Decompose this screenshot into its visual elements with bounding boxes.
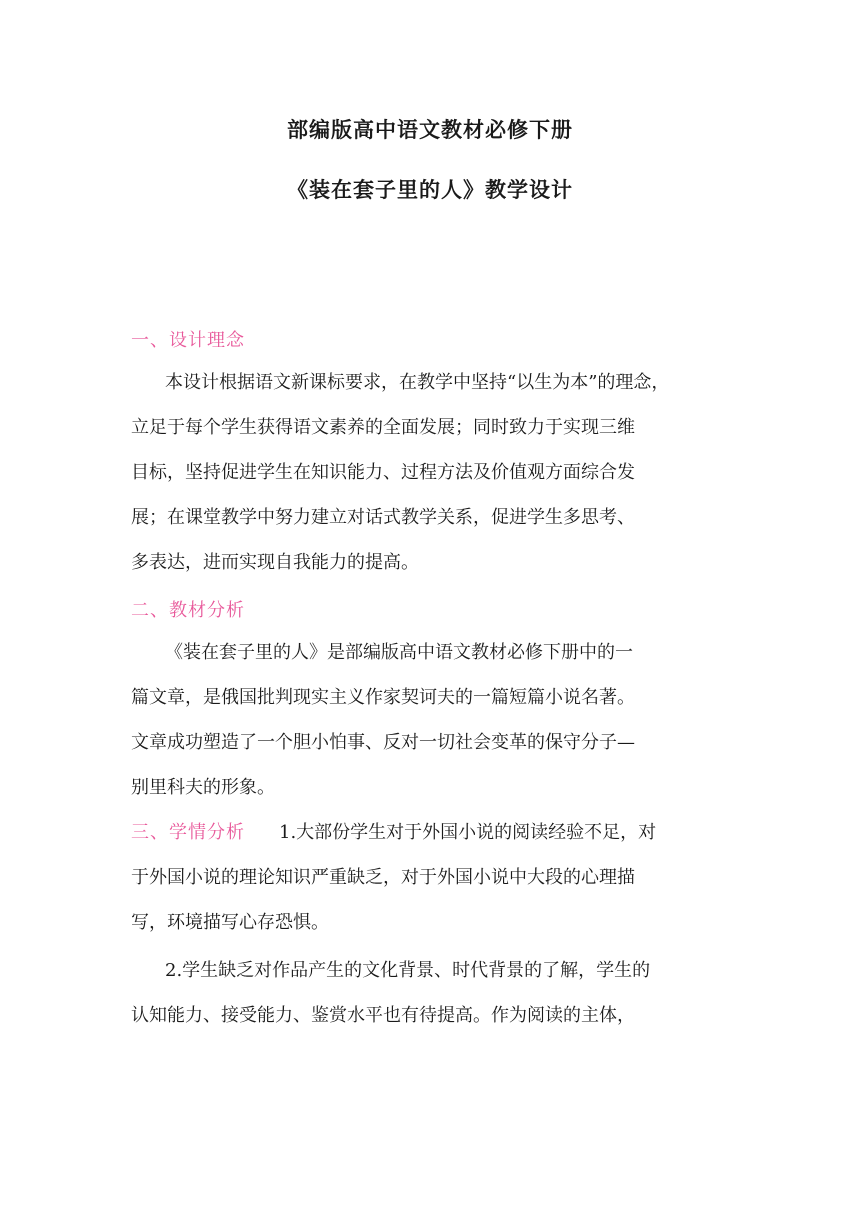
section-body-design-concept — [131, 360, 731, 585]
document-title: 部编版高中语文教材必修下册 — [287, 118, 573, 142]
text-line-content: 1.大部份学生对于外国小说的阅读经验不足，对 — [279, 822, 657, 843]
text-line: 写，环境描写心存恐惧。 — [131, 912, 329, 933]
section-body-material-analysis — [131, 630, 731, 810]
section-body-student-analysis — [131, 810, 731, 945]
text-line: 别里科夫的形象。 — [131, 777, 275, 798]
section-body-student-analysis-2 — [131, 948, 731, 1038]
text-line: 多表达，进而实现自我能力的提高。 — [131, 552, 419, 573]
document-subtitle: 《装在套子里的人》教学设计 — [287, 178, 573, 202]
text-line: 篇文章，是俄国批判现实主义作家契诃夫的一篇短篇小说名著。 — [131, 687, 635, 708]
text-line: 《装在套子里的人》是部编版高中语文教材必修下册中的一 — [165, 642, 633, 663]
text-line — [131, 810, 731, 855]
text-line: 本设计根据语文新课标要求，在教学中坚持“以生为本”的理念， — [165, 372, 670, 393]
text-line: 2.学生缺乏对作品产生的文化背景、时代背景的了解，学生的 — [165, 960, 651, 981]
section-heading-student-analysis: 三、学情分析 — [131, 822, 245, 843]
text-line: 于外国小说的理论知识严重缺乏，对于外国小说中大段的心理描 — [131, 867, 635, 888]
text-line: 目标，坚持促进学生在知识能力、过程方法及价值观方面综合发 — [131, 462, 635, 483]
text-line: 认知能力、接受能力、鉴赏水平也有待提高。作为阅读的主体， — [131, 1005, 635, 1026]
text-line: 展；在课堂教学中努力建立对话式教学关系，促进学生多思考、 — [131, 507, 635, 528]
section-heading-design-concept: 一、设计理念 — [131, 330, 245, 351]
text-line: 立足于每个学生获得语文素养的全面发展；同时致力于实现三维 — [131, 417, 635, 438]
section-heading-material-analysis: 二、教材分析 — [131, 600, 245, 621]
text-line: 文章成功塑造了一个胆小怕事、反对一切社会变革的保守分子— — [131, 732, 635, 753]
